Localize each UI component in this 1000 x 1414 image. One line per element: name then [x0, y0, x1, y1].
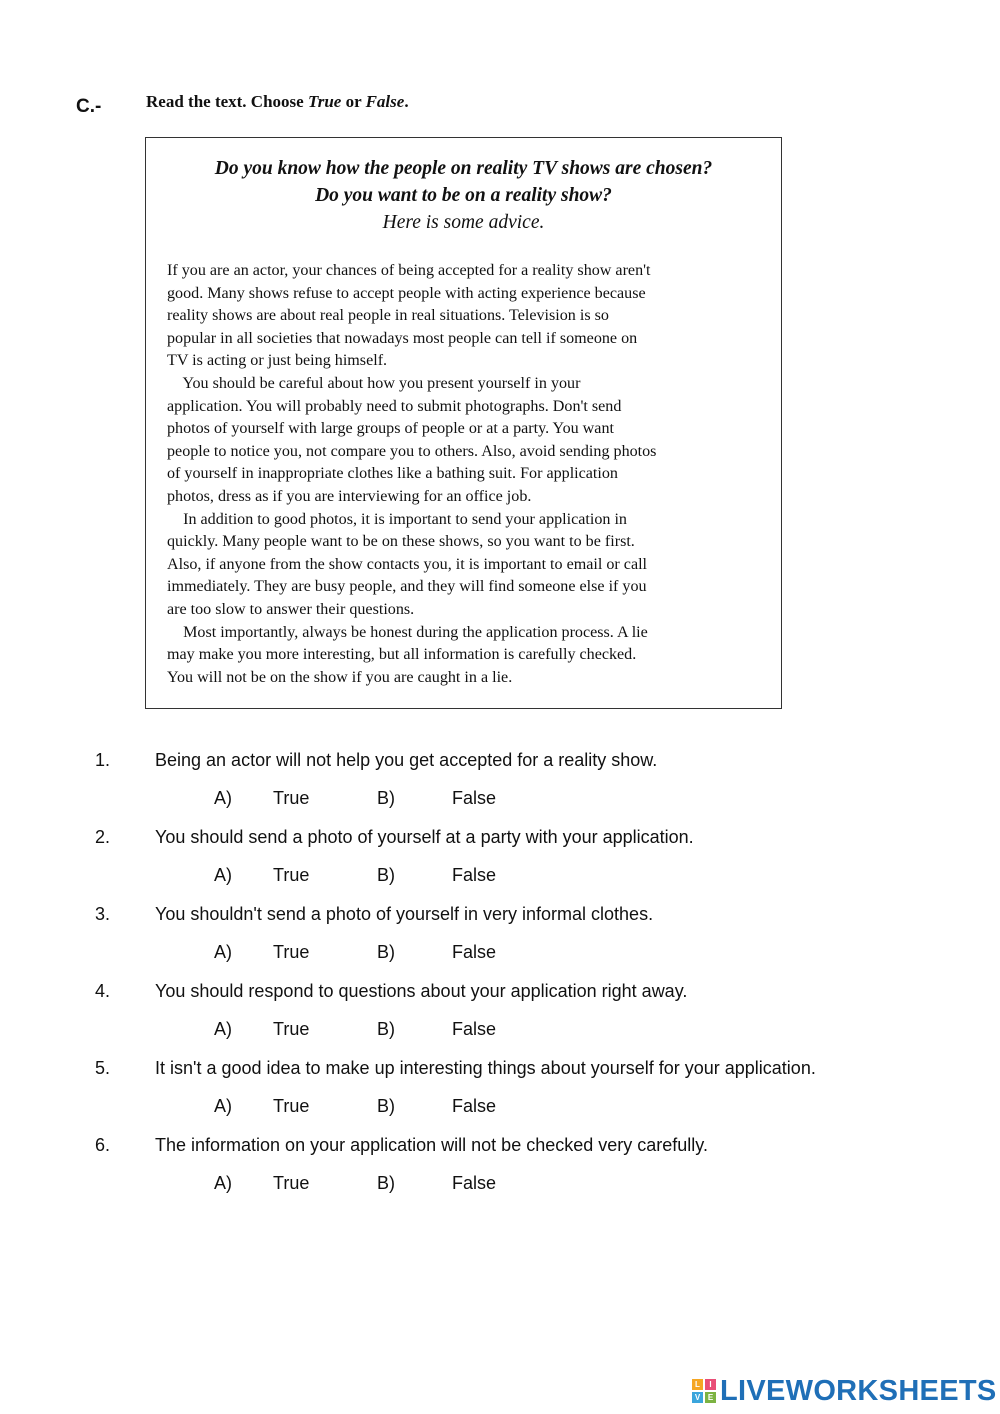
question-number: 6.: [95, 1135, 111, 1155]
option-a-true[interactable]: True: [273, 1019, 310, 1039]
logo-text: LIVEWORKSHEETS: [720, 1374, 997, 1407]
option-a-letter[interactable]: A): [214, 788, 232, 808]
passage-line: Most importantly, always be honest during the application process. A lie: [167, 623, 648, 641]
option-a-true[interactable]: True: [273, 942, 310, 962]
passage-line: popular in all societies that nowadays most people can tell if someone on: [167, 329, 638, 347]
logo-square: I: [705, 1379, 716, 1390]
option-a-letter[interactable]: A): [214, 1019, 232, 1039]
option-a-letter[interactable]: A): [214, 1096, 232, 1116]
passage-line: In addition to good photos, it is important to send your application in: [167, 510, 627, 528]
logo-square: V: [692, 1392, 703, 1403]
passage-line: may make you more interesting, but all information is carefully checked.: [167, 646, 637, 664]
passage-heading-2: Do you want to be on a reality show?: [315, 185, 612, 206]
instruction: Read the text. Choose True or False.: [146, 92, 409, 111]
passage-heading-1: Do you know how the people on reality TV shows are chosen?: [214, 158, 713, 179]
logo-squares-icon: [692, 1379, 716, 1403]
passage-line: You should be careful about how you present yourself in your: [167, 374, 581, 392]
option-b-false[interactable]: False: [452, 942, 497, 962]
question-text: The information on your application will not be checked very carefully.: [155, 1135, 708, 1155]
passage-line: TV is acting or just being himself.: [167, 352, 388, 370]
option-b-false[interactable]: False: [452, 788, 497, 808]
section-label: C.-: [76, 96, 102, 117]
option-a-letter[interactable]: A): [214, 1173, 232, 1193]
option-b-letter[interactable]: B): [377, 942, 395, 962]
question-number: 4.: [95, 981, 111, 1001]
option-b-false[interactable]: False: [452, 865, 497, 885]
option-b-letter[interactable]: B): [377, 788, 395, 808]
question-number: 1.: [95, 750, 111, 770]
passage-line: photos, dress as if you are interviewing for an office job.: [167, 487, 532, 505]
option-a-true[interactable]: True: [273, 1173, 310, 1193]
option-b-letter[interactable]: B): [377, 1173, 395, 1193]
question-number: 5.: [95, 1058, 111, 1078]
option-b-false[interactable]: False: [452, 1173, 497, 1193]
passage-line: people to notice you, not compare you to others. Also, avoid sending photos: [167, 442, 657, 460]
option-a-true[interactable]: True: [273, 788, 310, 808]
option-b-false[interactable]: False: [452, 1019, 497, 1039]
option-a-letter[interactable]: A): [214, 942, 232, 962]
option-b-letter[interactable]: B): [377, 865, 395, 885]
question-text: It isn't a good idea to make up interesting things about yourself for your application.: [155, 1058, 816, 1078]
passage-line: You will not be on the show if you are caught in a lie.: [167, 668, 513, 686]
passage-line: photos of yourself with large groups of people or at a party. You want: [167, 420, 614, 438]
passage-line: good. Many shows refuse to accept people with acting experience because: [167, 284, 646, 302]
passage-heading-3: Here is some advice.: [382, 212, 545, 233]
passage-line: quickly. Many people want to be on these shows, so you want to be first.: [167, 533, 635, 551]
logo-square: E: [705, 1392, 716, 1403]
passage-line: Also, if anyone from the show contacts you, it is important to email or call: [167, 555, 648, 573]
option-b-letter[interactable]: B): [377, 1019, 395, 1039]
passage-line: reality shows are about real people in real situations. Television is so: [167, 307, 609, 325]
passage-line: immediately. They are busy people, and they will find someone else if you: [167, 578, 647, 596]
question-text: You should respond to questions about your application right away.: [155, 981, 688, 1001]
logo-square: L: [692, 1379, 703, 1390]
liveworksheets-logo: [692, 1376, 997, 1406]
passage-line: of yourself in inappropriate clothes like a bathing suit. For application: [167, 465, 618, 483]
option-a-true[interactable]: True: [273, 865, 310, 885]
option-b-false[interactable]: False: [452, 1096, 497, 1116]
question-number: 2.: [95, 827, 111, 847]
option-a-letter[interactable]: A): [214, 865, 232, 885]
option-b-letter[interactable]: B): [377, 1096, 395, 1116]
question-number: 3.: [95, 904, 111, 924]
option-a-true[interactable]: True: [273, 1096, 310, 1116]
passage-line: are too slow to answer their questions.: [167, 600, 415, 618]
passage-text: [167, 260, 767, 689]
question-text: You shouldn't send a photo of yourself in very informal clothes.: [155, 904, 654, 924]
question-text: You should send a photo of yourself at a party with your application.: [155, 827, 694, 847]
passage-line: If you are an actor, your chances of being accepted for a reality show aren't: [167, 262, 651, 279]
passage-line: application. You will probably need to submit photographs. Don't send: [167, 397, 622, 415]
question-text: Being an actor will not help you get accepted for a reality show.: [155, 750, 658, 770]
reading-passage-box: [145, 137, 782, 709]
